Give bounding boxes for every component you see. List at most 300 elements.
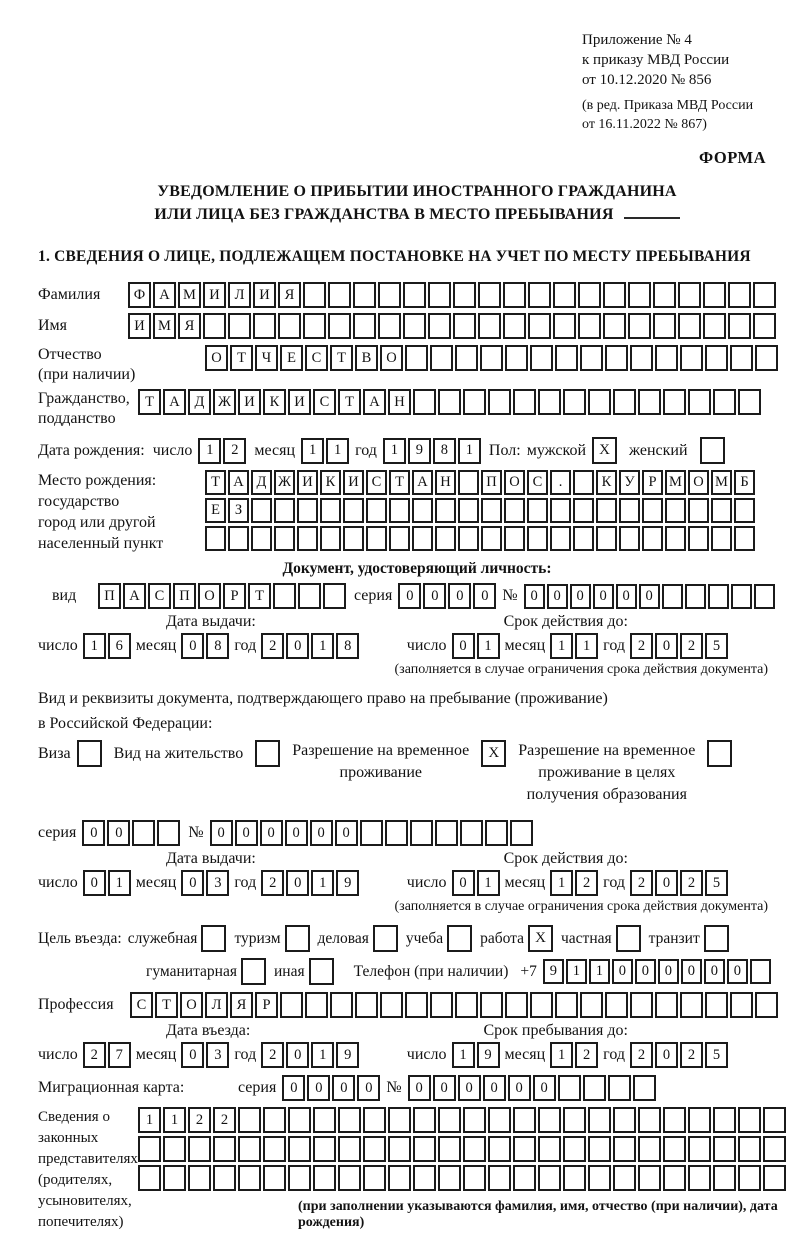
- purpose-other-checkbox[interactable]: [309, 958, 334, 985]
- form-cell[interactable]: 2: [261, 870, 284, 896]
- purpose-tourism-checkbox[interactable]: [285, 925, 310, 952]
- form-cell[interactable]: [734, 526, 755, 551]
- form-cell[interactable]: [388, 1165, 411, 1191]
- form-cell[interactable]: 0: [260, 820, 283, 846]
- form-cell[interactable]: [603, 282, 626, 308]
- form-cell[interactable]: 0: [547, 584, 568, 609]
- form-cell[interactable]: [455, 345, 478, 371]
- form-cell[interactable]: [708, 584, 729, 609]
- form-cell[interactable]: С: [313, 389, 336, 415]
- form-cell[interactable]: 0: [524, 584, 545, 609]
- form-cell[interactable]: [438, 1165, 461, 1191]
- form-cell[interactable]: 0: [286, 633, 309, 659]
- form-cell[interactable]: [488, 1136, 511, 1162]
- form-cell[interactable]: [705, 992, 728, 1018]
- form-cell[interactable]: [619, 526, 640, 551]
- form-cell[interactable]: [513, 1136, 536, 1162]
- form-cell[interactable]: [655, 992, 678, 1018]
- form-cell[interactable]: 8: [336, 633, 359, 659]
- form-cell[interactable]: 1: [198, 438, 221, 464]
- form-cell[interactable]: [428, 313, 451, 339]
- form-cell[interactable]: [481, 498, 502, 523]
- form-cell[interactable]: [488, 1107, 511, 1133]
- form-cell[interactable]: [378, 282, 401, 308]
- form-cell[interactable]: И: [238, 389, 261, 415]
- form-cell[interactable]: [378, 313, 401, 339]
- form-cell[interactable]: 0: [655, 633, 678, 659]
- form-cell[interactable]: 5: [705, 633, 728, 659]
- form-cell[interactable]: 2: [630, 870, 653, 896]
- form-cell[interactable]: В: [355, 345, 378, 371]
- form-cell[interactable]: [628, 282, 651, 308]
- form-cell[interactable]: 1: [108, 870, 131, 896]
- form-cell[interactable]: [132, 820, 155, 846]
- form-cell[interactable]: [251, 526, 272, 551]
- form-cell[interactable]: [238, 1107, 261, 1133]
- form-cell[interactable]: [458, 526, 479, 551]
- form-cell[interactable]: [328, 282, 351, 308]
- form-cell[interactable]: [555, 345, 578, 371]
- form-cell[interactable]: Л: [228, 282, 251, 308]
- form-cell[interactable]: [538, 389, 561, 415]
- form-cell[interactable]: Т: [338, 389, 361, 415]
- form-cell[interactable]: 9: [336, 870, 359, 896]
- form-cell[interactable]: И: [253, 282, 276, 308]
- form-cell[interactable]: [711, 526, 732, 551]
- form-cell[interactable]: 0: [408, 1075, 431, 1101]
- form-cell[interactable]: [413, 389, 436, 415]
- form-cell[interactable]: 1: [477, 633, 500, 659]
- form-cell[interactable]: Т: [330, 345, 353, 371]
- form-cell[interactable]: 0: [639, 584, 660, 609]
- form-cell[interactable]: 0: [658, 959, 679, 984]
- form-cell[interactable]: [238, 1136, 261, 1162]
- form-cell[interactable]: М: [711, 470, 732, 495]
- form-cell[interactable]: [458, 470, 479, 495]
- form-cell[interactable]: [455, 992, 478, 1018]
- form-cell[interactable]: [713, 389, 736, 415]
- form-cell[interactable]: 1: [550, 633, 573, 659]
- form-cell[interactable]: [389, 526, 410, 551]
- form-cell[interactable]: [608, 1075, 631, 1101]
- form-cell[interactable]: 1: [566, 959, 587, 984]
- form-cell[interactable]: [711, 498, 732, 523]
- form-cell[interactable]: 6: [108, 633, 131, 659]
- form-cell[interactable]: 0: [82, 820, 105, 846]
- visa-checkbox[interactable]: [77, 740, 102, 767]
- form-cell[interactable]: 2: [680, 1042, 703, 1068]
- form-cell[interactable]: [353, 313, 376, 339]
- form-cell[interactable]: [563, 1136, 586, 1162]
- form-cell[interactable]: [163, 1165, 186, 1191]
- form-cell[interactable]: 2: [630, 633, 653, 659]
- form-cell[interactable]: [263, 1107, 286, 1133]
- form-cell[interactable]: [505, 345, 528, 371]
- form-cell[interactable]: [353, 282, 376, 308]
- form-cell[interactable]: [463, 389, 486, 415]
- form-cell[interactable]: [138, 1136, 161, 1162]
- form-cell[interactable]: [505, 992, 528, 1018]
- form-cell[interactable]: [730, 992, 753, 1018]
- form-cell[interactable]: [755, 992, 778, 1018]
- form-cell[interactable]: 2: [188, 1107, 211, 1133]
- form-cell[interactable]: Т: [155, 992, 178, 1018]
- form-cell[interactable]: [763, 1107, 786, 1133]
- form-cell[interactable]: 2: [575, 1042, 598, 1068]
- form-cell[interactable]: [273, 583, 296, 609]
- form-cell[interactable]: [405, 345, 428, 371]
- form-cell[interactable]: [630, 992, 653, 1018]
- form-cell[interactable]: [228, 313, 251, 339]
- form-cell[interactable]: [563, 1165, 586, 1191]
- form-cell[interactable]: [755, 345, 778, 371]
- form-cell[interactable]: [297, 498, 318, 523]
- form-cell[interactable]: [343, 498, 364, 523]
- form-cell[interactable]: И: [128, 313, 151, 339]
- form-cell[interactable]: О: [380, 345, 403, 371]
- form-cell[interactable]: [763, 1165, 786, 1191]
- form-cell[interactable]: 9: [336, 1042, 359, 1068]
- form-cell[interactable]: [278, 313, 301, 339]
- form-cell[interactable]: [663, 1107, 686, 1133]
- form-cell[interactable]: Е: [205, 498, 226, 523]
- form-cell[interactable]: 2: [575, 870, 598, 896]
- form-cell[interactable]: Б: [734, 470, 755, 495]
- form-cell[interactable]: А: [123, 583, 146, 609]
- form-cell[interactable]: 2: [680, 870, 703, 896]
- form-cell[interactable]: П: [481, 470, 502, 495]
- form-cell[interactable]: [728, 313, 751, 339]
- form-cell[interactable]: 0: [473, 583, 496, 609]
- form-cell[interactable]: [435, 820, 458, 846]
- form-cell[interactable]: М: [178, 282, 201, 308]
- form-cell[interactable]: [430, 345, 453, 371]
- form-cell[interactable]: [463, 1165, 486, 1191]
- form-cell[interactable]: [366, 498, 387, 523]
- form-cell[interactable]: [665, 498, 686, 523]
- form-cell[interactable]: [638, 1107, 661, 1133]
- form-cell[interactable]: Д: [251, 470, 272, 495]
- form-cell[interactable]: [642, 526, 663, 551]
- form-cell[interactable]: [480, 345, 503, 371]
- form-cell[interactable]: [527, 526, 548, 551]
- form-cell[interactable]: [253, 313, 276, 339]
- form-cell[interactable]: [430, 992, 453, 1018]
- form-cell[interactable]: О: [688, 470, 709, 495]
- form-cell[interactable]: [538, 1136, 561, 1162]
- form-cell[interactable]: [413, 1107, 436, 1133]
- form-cell[interactable]: 1: [163, 1107, 186, 1133]
- form-cell[interactable]: 9: [543, 959, 564, 984]
- form-cell[interactable]: [163, 1136, 186, 1162]
- form-cell[interactable]: [580, 992, 603, 1018]
- residence-permit-checkbox[interactable]: [255, 740, 280, 767]
- form-cell[interactable]: [680, 345, 703, 371]
- form-cell[interactable]: [731, 584, 752, 609]
- form-cell[interactable]: [662, 584, 683, 609]
- form-cell[interactable]: 1: [311, 633, 334, 659]
- form-cell[interactable]: [613, 1165, 636, 1191]
- form-cell[interactable]: [366, 526, 387, 551]
- form-cell[interactable]: [578, 313, 601, 339]
- form-cell[interactable]: М: [153, 313, 176, 339]
- form-cell[interactable]: [655, 345, 678, 371]
- form-cell[interactable]: 0: [570, 584, 591, 609]
- form-cell[interactable]: С: [366, 470, 387, 495]
- form-cell[interactable]: [503, 282, 526, 308]
- form-cell[interactable]: [263, 1136, 286, 1162]
- form-cell[interactable]: [343, 526, 364, 551]
- form-cell[interactable]: [753, 313, 776, 339]
- form-cell[interactable]: [573, 498, 594, 523]
- form-cell[interactable]: [688, 1107, 711, 1133]
- sex-male-checkbox[interactable]: X: [592, 437, 617, 464]
- form-cell[interactable]: А: [363, 389, 386, 415]
- form-cell[interactable]: У: [619, 470, 640, 495]
- form-cell[interactable]: [638, 1165, 661, 1191]
- form-cell[interactable]: [203, 313, 226, 339]
- form-cell[interactable]: С: [148, 583, 171, 609]
- form-cell[interactable]: 0: [423, 583, 446, 609]
- form-cell[interactable]: 9: [408, 438, 431, 464]
- form-cell[interactable]: [638, 1136, 661, 1162]
- form-cell[interactable]: 1: [550, 1042, 573, 1068]
- form-cell[interactable]: [738, 1107, 761, 1133]
- form-cell[interactable]: 0: [181, 870, 204, 896]
- form-cell[interactable]: [213, 1165, 236, 1191]
- form-cell[interactable]: [528, 282, 551, 308]
- form-cell[interactable]: [553, 282, 576, 308]
- form-cell[interactable]: 5: [705, 870, 728, 896]
- form-cell[interactable]: 1: [83, 633, 106, 659]
- purpose-work-checkbox[interactable]: X: [528, 925, 553, 952]
- form-cell[interactable]: [663, 1136, 686, 1162]
- form-cell[interactable]: А: [412, 470, 433, 495]
- form-cell[interactable]: Т: [230, 345, 253, 371]
- form-cell[interactable]: [763, 1136, 786, 1162]
- form-cell[interactable]: [330, 992, 353, 1018]
- form-cell[interactable]: Т: [248, 583, 271, 609]
- form-cell[interactable]: Т: [389, 470, 410, 495]
- form-cell[interactable]: [527, 498, 548, 523]
- form-cell[interactable]: Я: [230, 992, 253, 1018]
- form-cell[interactable]: [313, 1165, 336, 1191]
- form-cell[interactable]: 0: [452, 870, 475, 896]
- form-cell[interactable]: Д: [188, 389, 211, 415]
- form-cell[interactable]: [738, 1165, 761, 1191]
- form-cell[interactable]: [157, 820, 180, 846]
- form-cell[interactable]: Р: [255, 992, 278, 1018]
- form-cell[interactable]: Р: [223, 583, 246, 609]
- form-cell[interactable]: 0: [483, 1075, 506, 1101]
- form-cell[interactable]: [360, 820, 383, 846]
- form-cell[interactable]: [703, 313, 726, 339]
- form-cell[interactable]: [274, 498, 295, 523]
- form-cell[interactable]: [389, 498, 410, 523]
- form-cell[interactable]: [413, 1136, 436, 1162]
- form-cell[interactable]: Ж: [274, 470, 295, 495]
- form-cell[interactable]: [596, 498, 617, 523]
- form-cell[interactable]: [685, 584, 706, 609]
- form-cell[interactable]: Ж: [213, 389, 236, 415]
- form-cell[interactable]: [688, 498, 709, 523]
- form-cell[interactable]: 1: [458, 438, 481, 464]
- form-cell[interactable]: [563, 1107, 586, 1133]
- form-cell[interactable]: Е: [280, 345, 303, 371]
- form-cell[interactable]: 0: [181, 633, 204, 659]
- form-cell[interactable]: [705, 345, 728, 371]
- form-cell[interactable]: [628, 313, 651, 339]
- form-cell[interactable]: [435, 498, 456, 523]
- form-cell[interactable]: З: [228, 498, 249, 523]
- form-cell[interactable]: Я: [278, 282, 301, 308]
- form-cell[interactable]: [478, 313, 501, 339]
- form-cell[interactable]: 0: [533, 1075, 556, 1101]
- form-cell[interactable]: [435, 526, 456, 551]
- form-cell[interactable]: [438, 1136, 461, 1162]
- form-cell[interactable]: 2: [630, 1042, 653, 1068]
- form-cell[interactable]: [613, 1136, 636, 1162]
- form-cell[interactable]: С: [130, 992, 153, 1018]
- form-cell[interactable]: 0: [357, 1075, 380, 1101]
- form-cell[interactable]: [363, 1107, 386, 1133]
- form-cell[interactable]: [530, 345, 553, 371]
- form-cell[interactable]: [313, 1136, 336, 1162]
- form-cell[interactable]: [388, 1136, 411, 1162]
- form-cell[interactable]: [513, 1107, 536, 1133]
- purpose-official-checkbox[interactable]: [201, 925, 226, 952]
- form-cell[interactable]: [596, 526, 617, 551]
- form-cell[interactable]: [460, 820, 483, 846]
- form-cell[interactable]: [678, 313, 701, 339]
- form-cell[interactable]: К: [320, 470, 341, 495]
- form-cell[interactable]: 2: [680, 633, 703, 659]
- form-cell[interactable]: [138, 1165, 161, 1191]
- form-cell[interactable]: [538, 1107, 561, 1133]
- form-cell[interactable]: [605, 345, 628, 371]
- form-cell[interactable]: 0: [286, 870, 309, 896]
- form-cell[interactable]: [713, 1136, 736, 1162]
- form-cell[interactable]: 1: [311, 1042, 334, 1068]
- form-cell[interactable]: [481, 526, 502, 551]
- form-cell[interactable]: [410, 820, 433, 846]
- form-cell[interactable]: [613, 389, 636, 415]
- form-cell[interactable]: 1: [452, 1042, 475, 1068]
- form-cell[interactable]: П: [173, 583, 196, 609]
- form-cell[interactable]: О: [198, 583, 221, 609]
- form-cell[interactable]: А: [228, 470, 249, 495]
- form-cell[interactable]: 8: [433, 438, 456, 464]
- form-cell[interactable]: [188, 1165, 211, 1191]
- form-cell[interactable]: [588, 1136, 611, 1162]
- form-cell[interactable]: [553, 313, 576, 339]
- form-cell[interactable]: [578, 282, 601, 308]
- form-cell[interactable]: 3: [206, 870, 229, 896]
- form-cell[interactable]: 0: [332, 1075, 355, 1101]
- form-cell[interactable]: [653, 282, 676, 308]
- form-cell[interactable]: К: [263, 389, 286, 415]
- form-cell[interactable]: [754, 584, 775, 609]
- form-cell[interactable]: [458, 498, 479, 523]
- form-cell[interactable]: [313, 1107, 336, 1133]
- form-cell[interactable]: 0: [181, 1042, 204, 1068]
- form-cell[interactable]: 1: [477, 870, 500, 896]
- form-cell[interactable]: [583, 1075, 606, 1101]
- form-cell[interactable]: 0: [448, 583, 471, 609]
- form-cell[interactable]: [205, 526, 226, 551]
- form-cell[interactable]: 0: [508, 1075, 531, 1101]
- form-cell[interactable]: И: [288, 389, 311, 415]
- form-cell[interactable]: [550, 498, 571, 523]
- form-cell[interactable]: [750, 959, 771, 984]
- form-cell[interactable]: [688, 1165, 711, 1191]
- form-cell[interactable]: [730, 345, 753, 371]
- form-cell[interactable]: [588, 389, 611, 415]
- form-cell[interactable]: 0: [727, 959, 748, 984]
- form-cell[interactable]: 0: [307, 1075, 330, 1101]
- form-cell[interactable]: [728, 282, 751, 308]
- form-cell[interactable]: 1: [301, 438, 324, 464]
- form-cell[interactable]: 7: [108, 1042, 131, 1068]
- form-cell[interactable]: Т: [205, 470, 226, 495]
- form-cell[interactable]: 2: [261, 633, 284, 659]
- form-cell[interactable]: [328, 313, 351, 339]
- form-cell[interactable]: 0: [655, 1042, 678, 1068]
- form-cell[interactable]: 1: [138, 1107, 161, 1133]
- form-cell[interactable]: [388, 1107, 411, 1133]
- form-cell[interactable]: Ч: [255, 345, 278, 371]
- form-cell[interactable]: [528, 313, 551, 339]
- form-cell[interactable]: [588, 1165, 611, 1191]
- form-cell[interactable]: [297, 526, 318, 551]
- form-cell[interactable]: [504, 498, 525, 523]
- form-cell[interactable]: [558, 1075, 581, 1101]
- form-cell[interactable]: [338, 1165, 361, 1191]
- purpose-transit-checkbox[interactable]: [704, 925, 729, 952]
- form-cell[interactable]: [320, 526, 341, 551]
- form-cell[interactable]: [688, 1136, 711, 1162]
- form-cell[interactable]: Т: [138, 389, 161, 415]
- form-cell[interactable]: С: [305, 345, 328, 371]
- form-cell[interactable]: [713, 1165, 736, 1191]
- form-cell[interactable]: 0: [235, 820, 258, 846]
- form-cell[interactable]: [573, 526, 594, 551]
- form-cell[interactable]: [630, 345, 653, 371]
- form-cell[interactable]: [513, 1165, 536, 1191]
- form-cell[interactable]: 0: [286, 1042, 309, 1068]
- form-cell[interactable]: [663, 389, 686, 415]
- form-cell[interactable]: 0: [681, 959, 702, 984]
- form-cell[interactable]: 1: [575, 633, 598, 659]
- form-cell[interactable]: И: [343, 470, 364, 495]
- form-cell[interactable]: [363, 1165, 386, 1191]
- form-cell[interactable]: [488, 1165, 511, 1191]
- form-cell[interactable]: [550, 526, 571, 551]
- form-cell[interactable]: [213, 1136, 236, 1162]
- form-cell[interactable]: [580, 345, 603, 371]
- form-cell[interactable]: 0: [655, 870, 678, 896]
- purpose-humanitarian-checkbox[interactable]: [241, 958, 266, 985]
- form-cell[interactable]: [412, 498, 433, 523]
- form-cell[interactable]: [463, 1107, 486, 1133]
- form-cell[interactable]: 1: [589, 959, 610, 984]
- form-cell[interactable]: [703, 282, 726, 308]
- form-cell[interactable]: 0: [398, 583, 421, 609]
- form-cell[interactable]: [405, 992, 428, 1018]
- edu-permit-checkbox[interactable]: [707, 740, 732, 767]
- form-cell[interactable]: [228, 526, 249, 551]
- form-cell[interactable]: [280, 992, 303, 1018]
